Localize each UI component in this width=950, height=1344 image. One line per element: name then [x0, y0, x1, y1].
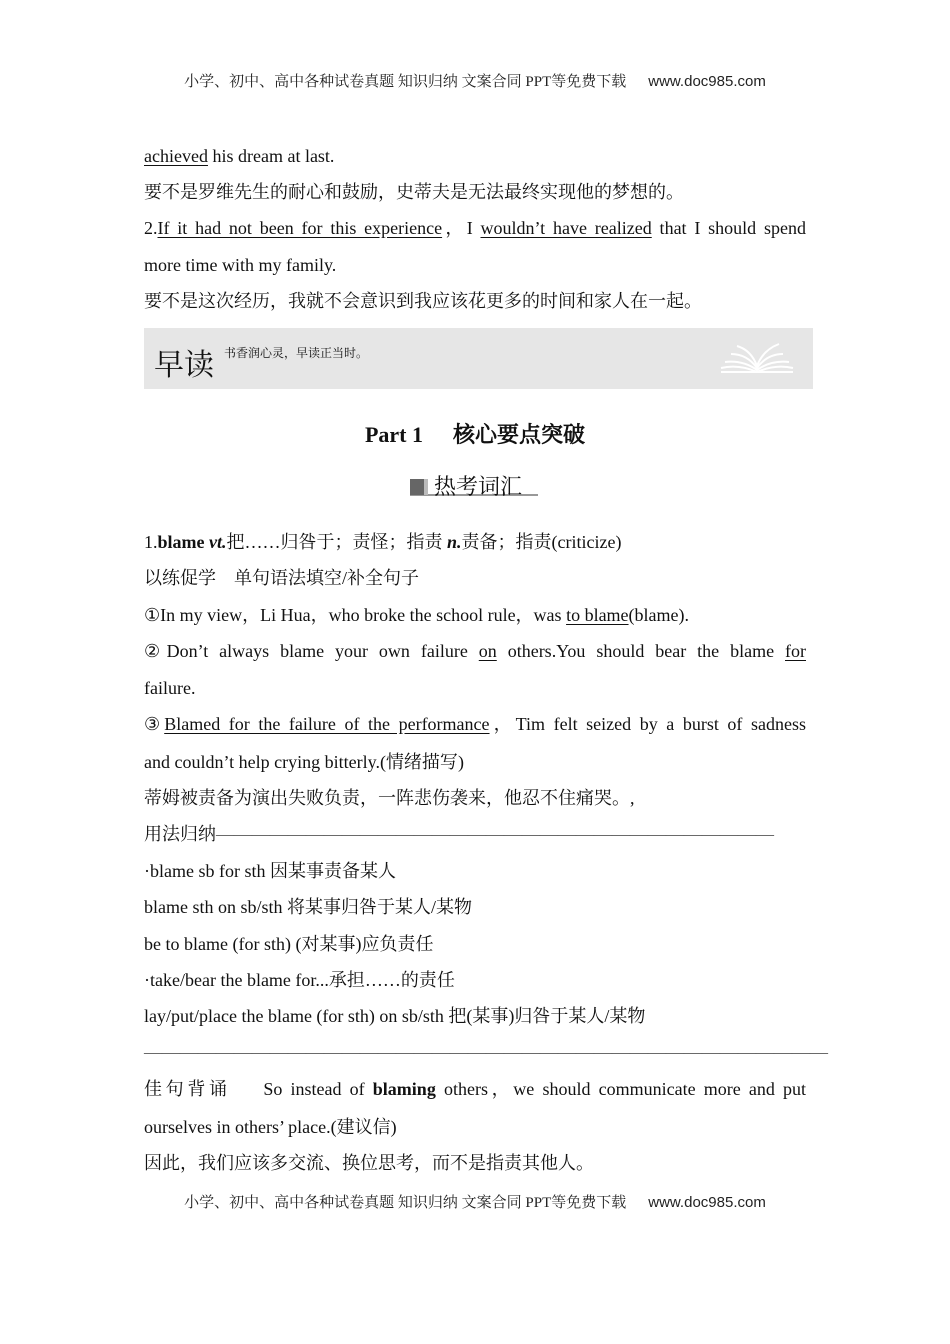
divider: ———————————————————————————————: [216, 824, 774, 844]
intro-translation: 要不是罗维先生的耐心和鼓励，史蒂夫是无法最终实现他的梦想的。: [144, 182, 684, 202]
headword: blame: [157, 532, 205, 552]
underlined-answer: Blamed for the failure of the performance: [164, 714, 490, 734]
text: ourselves in others’ place.(: [144, 1117, 337, 1137]
text: his dream at last.: [207, 146, 335, 166]
intro-translation: 要不是这次经历，我就不会意识到我应该花更多的时间和家人在一起。: [144, 291, 702, 311]
label: 用法归纳: [144, 824, 216, 844]
text: and couldn’t help crying bitterly.(: [144, 752, 386, 772]
tag: 情绪描写: [385, 752, 458, 772]
text: ③: [144, 714, 165, 734]
usage-item: blame sth on sb/sth 将某事归咎于某人/某物: [144, 897, 472, 917]
text: others，we should communicate more and put: [435, 1079, 807, 1099]
header-url[interactable]: www.doc985.com: [648, 73, 766, 90]
banner-title: 早读: [154, 349, 214, 382]
question-3-cont: [144, 750, 806, 774]
pos: n.: [447, 532, 462, 552]
text: ①In my view，Li Hua，who broke the school rule，was: [144, 605, 567, 625]
intro-line: [144, 144, 806, 168]
bold-word: blaming: [372, 1079, 436, 1099]
pos: vt.: [204, 532, 227, 552]
question-2: [144, 639, 806, 663]
page-header: [0, 70, 950, 91]
underlined-answer: to blame: [566, 605, 629, 625]
intro-line: more time with my family.: [144, 255, 337, 275]
question-3-translation: 蒂姆被责备为演出失败负责，一阵悲伤袭来，他忍不住痛哭。,: [144, 788, 635, 808]
section-marker-icon: [410, 479, 428, 495]
sentence-cont: [144, 1115, 806, 1139]
question-2-cont: failure.: [144, 678, 196, 698]
sentence-translation: 因此，我们应该多交流、换位思考，而不是指责其他人。: [144, 1153, 594, 1173]
footer-text: 小学、初中、高中各种试卷真题 知识归纳 文案合同 PPT等免费下载: [184, 1195, 627, 1211]
underlined-answer: on: [478, 641, 497, 661]
usage-item: ·take/bear the blame for...承担……的责任: [144, 970, 455, 990]
header-text: 小学、初中、高中各种试卷真题 知识归纳 文案合同 PPT等免费下载: [184, 74, 627, 90]
usage-item: lay/put/place the blame (for sth) on sb/sth 把(某事)归咎于某人/某物: [144, 1006, 646, 1026]
text: ，Tim felt seized by a burst of sadness: [489, 714, 806, 734]
open-book-icon: [719, 342, 795, 378]
underlined-answer: for: [785, 641, 806, 661]
part-heading: [0, 418, 950, 449]
question-1: [144, 603, 806, 627]
text: ): [390, 1117, 397, 1137]
text: ②Don’t always blame your own failure: [144, 641, 479, 661]
usage-heading: [144, 822, 806, 846]
underlined-answer: If it had not been for this experience: [157, 218, 443, 238]
divider: ——————————————————————————————————————: [144, 1042, 828, 1062]
text: So instead of: [263, 1079, 373, 1099]
entry-head: [144, 530, 806, 554]
question-3: [144, 712, 806, 736]
text: (blame).: [628, 605, 690, 625]
usage-item: be to blame (for sth) (对某事)应负责任: [144, 934, 434, 954]
underlined-answer: wouldn’t have realized: [480, 218, 652, 238]
text: that I should spend: [651, 218, 806, 238]
text: ): [457, 752, 464, 772]
footer-url[interactable]: www.doc985.com: [648, 1194, 766, 1211]
banner-subtitle: 书香润心灵，早读正当时。: [224, 346, 369, 360]
text: others.You should bear the blame: [496, 641, 785, 661]
tag: 建议信: [336, 1117, 391, 1137]
text: 责备；指责(criticize): [461, 532, 622, 552]
text: 2.: [144, 218, 158, 238]
practice-label: [144, 566, 806, 590]
text: 单句语法填空/补全句子: [234, 568, 419, 588]
part-title: 核心要点突破: [453, 422, 586, 447]
page-footer: [0, 1191, 950, 1212]
text: 把……归咎于；责怪；指责: [226, 532, 447, 552]
part-label: Part 1: [364, 422, 423, 447]
section-heading: [410, 470, 538, 500]
underlined-answer: achieved: [144, 146, 208, 166]
sentence-line: [144, 1077, 806, 1101]
text: ，I: [442, 218, 481, 238]
text: 1.: [144, 532, 158, 552]
label: 佳句背诵: [144, 1079, 231, 1099]
morning-reading-banner: [144, 328, 813, 389]
label: 以练促学: [144, 568, 216, 588]
section-title: 热考词汇: [434, 475, 523, 500]
usage-item: ·blame sb for sth 因某事责备某人: [144, 861, 396, 881]
intro-line: [144, 216, 806, 240]
